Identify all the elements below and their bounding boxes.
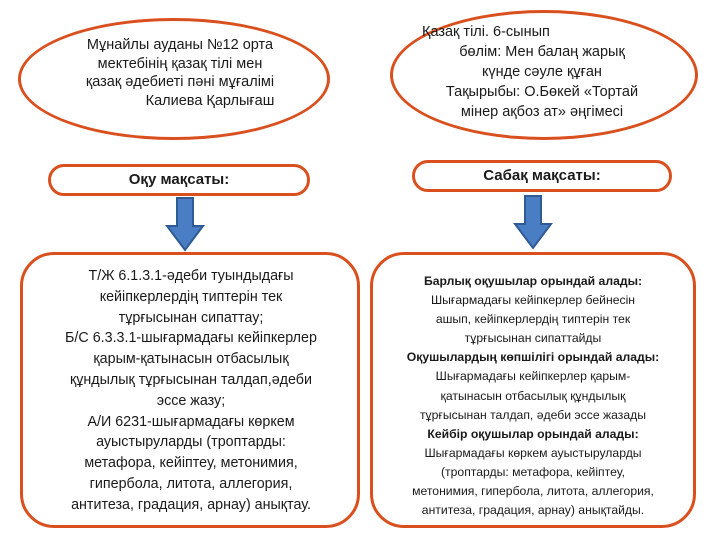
lesson-objective-label: Сабақ мақсаты: [483,167,601,184]
lesson-objective-header [412,160,672,192]
down-arrow-icon [513,194,553,250]
author-line: Мұнайлы ауданы №12 орта [86,37,274,53]
objective-line: Т/Ж 6.1.3.1-әдеби туындыдағы [88,268,294,284]
objective-line: тұрғысынан сипаттау; [118,309,264,326]
lesson-info [412,22,672,122]
level-heading: Барлық оқушылар орындай алады: [423,274,643,288]
objective-line: Шығармадағы кейіпкерлер бейнесін [430,293,636,308]
objective-line: метонимия, гипербола, литота, аллегория, [412,484,654,499]
author-line: қазақ әдебиеті пәні мұғалімі [85,74,275,90]
objective-line: (троптарды: метафора, кейіптеу, [441,464,625,479]
objective-line: антитеза, градация, арнау) анықтау. [71,496,311,513]
lesson-subject: Қазақ тілі. 6-сынып [422,24,550,40]
level-heading: Кейбір оқушылар орындай алады: [427,426,639,441]
lesson-objectives-text [378,272,688,520]
objective-line: кейіпкерлердің типтерін тек [99,288,283,305]
objective-line: қарым-қатынасын отбасылық [93,351,289,368]
learning-objective-header [48,164,310,196]
learning-objective-label: Оқу мақсаты: [128,171,230,188]
learning-objectives-text [32,266,350,516]
objective-line: эссе жазу; [156,392,226,409]
lesson-section: күнде сәуле құған [482,64,602,80]
objective-line: ауыстыруларды (троптарды: [96,434,286,451]
author-info [50,36,310,110]
lesson-topic: мінер ақбоз ат» әңгімесі [460,104,624,120]
objective-line: гипербола, литота, аллегория, [89,475,293,492]
objective-line: тұрғысынан сипаттайды [464,331,602,346]
lesson-section: бөлім: Мен балаң жарық [459,44,625,60]
author-name: Калиева Қарлығаш [145,92,275,109]
objective-line: антитеза, градация, арнау) анықтайды. [421,503,645,518]
objective-line: метафора, кейіптеу, метонимия, [84,455,298,472]
objective-line: Шығармадағы кейіпкерлер қарым- [435,369,631,384]
objective-line: құндылық тұрғысынан талдап,әдеби [70,371,312,388]
lesson-topic: Тақырыбы: О.Бөкей «Тортай [445,84,639,100]
objective-line: Б/С 6.3.3.1-шығармадағы кейіпкерлер [65,330,317,347]
objective-line: қатынасын отбасылық құндылық [440,388,626,403]
objective-line: А/И 6231-шығармадағы көркем [87,413,295,430]
objective-line: Шығармадағы көркем ауыстыруларды [424,445,642,460]
author-line: мектебінің қазақ тілі мен [97,55,263,72]
down-arrow-icon [165,196,205,252]
level-heading: Оқушылардың көпшілігі орындай алады: [406,350,660,365]
objective-line: тұрғысынан талдап, әдеби эссе жазады [419,407,647,422]
objective-line: ашып, кейіпкерлердің типтерін тек [435,312,631,327]
